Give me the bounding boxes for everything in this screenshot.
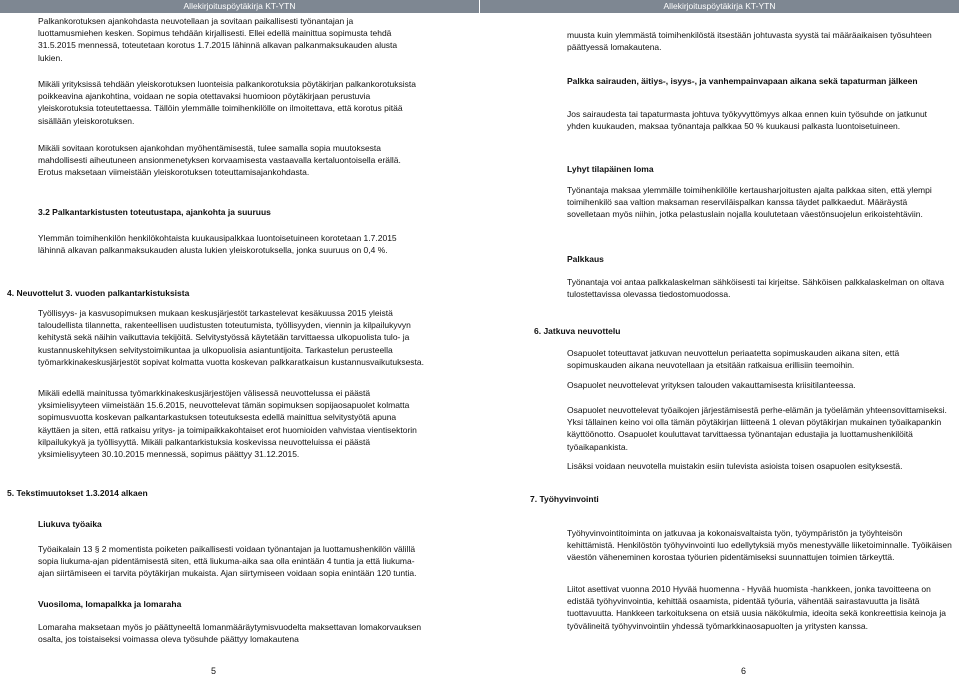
- paragraph: Palkankorotuksen ajankohdasta neuvotellaan ja sovitaan paikallisesti työnantajan ja luottamusmiehen kesken. Sopimus tehdään kirjallisesti. Ellei edellä mainittua sopimusta tehdä 31.5.2015 mennessä, toteutetaan korotus 1.7.2015 lähinnä alkavan palkanmaksukauden alusta lukien.: [38, 16, 398, 63]
- paragraph: Liitot asettivat vuonna 2010 Hyvää huomenna - Hyvää huomista -hankkeen, jonka tavoitteena on edistää työhyvinvointia, kehittää osaamista, pidentää työuria, vähentää sairastavuutta ja lisätä tuottavuutta. Hankkeen tarkoituksena on etsiä uusia näkökulmia, ideoita sekä konkreettisia keinoja ja työvälineitä työhyvinvointiin yhdessä työmarkkinaosapuolten ja yritysten kanssa.: [567, 584, 946, 631]
- subheading: Palkka sairauden, äitiys-, isyys-, ja vanhempainvapaan aikana sekä tapaturman jälkeen: [567, 76, 918, 86]
- paragraph: Mikäli sovitaan korotuksen ajankohdan myöhentämisestä, tulee samalla sopia muutoksesta mahdollisesti aiheutuneen ansionmenetyksen korvaamisesta vastaavalla kertaluontoisella erällä. Erotus maksetaan viimeistään yleiskorotuksen toteuttamisajankohdasta.: [38, 143, 401, 178]
- section-heading: 4. Neuvottelut 3. vuoden palkantarkistuksista: [7, 288, 190, 298]
- paragraph: muusta kuin ylemmästä toimihenkilöstä itsestään johtuvasta syystä tai määräaikaisen työsuhteen päättyessä lomakautena.: [567, 30, 932, 53]
- section-heading: 3.2 Palkantarkistusten toteutustapa, ajankohta ja suuruus: [38, 207, 271, 217]
- paragraph: Jos sairaudesta tai tapaturmasta johtuva työkyvyttömyys alkaa ennen kuin työsuhde on jatkunut yhden kuukauden, maksaa työnantaja palkkaa 50 % kuukausi palkasta luontoisetuineen.: [567, 109, 928, 132]
- paragraph: Mikäli edellä mainitussa työmarkkinakeskusjärjestöjen välisessä neuvottelussa ei päästä yksimielisyyteen viimeistään 15.6.2015, neuvottelevat tämän sopimuksen sopijaosapuolet kolmatta sopimusvuotta koskevan palkantarkastuksen toteutuksesta edellä mainittua selvitystyötä apuna käyttäen ja siten, että ratkaisu yritys- ja toimipaikkakohtaiset erot huomioiden vahvistaa vientisektorin kilpailukykyä ja työllisyyttä. Mikäli palkantarkistuksia koskevissa neuvotteluissa ei päästä yksimielisyyteen 30.10.2015 mennessä, sopimus päättyy 31.12.2015.: [38, 388, 417, 460]
- paragraph: Lisäksi voidaan neuvotella muistakin esiin tulevista asioista toisen osapuolen esityksestä.: [567, 461, 903, 471]
- paragraph: Osapuolet neuvottelevat työaikojen järjestämisestä perhe-elämän ja työelämän yhteensovittamiseksi. Yksi tällainen keino voi olla tämän pöytäkirjan liitteenä 1 olevan pöytäkirjan mukainen työaikapankin käyttöönotto. Osapuolet kouluttavat tarvittaessa työnantajan edustajia ja luottamushenkilöitä työaikapankista.: [567, 405, 947, 452]
- subheading: Vuosiloma, lomapalkka ja lomaraha: [38, 599, 182, 609]
- subheading: Liukuva työaika: [38, 519, 102, 529]
- paragraph: Työllisyys- ja kasvusopimuksen mukaan keskusjärjestöt tarkastelevat kesäkuussa 2015 yleistä taloudellista tilannetta, rakenteellisen uudistusten toteutumista, työllisyyden, viennin ja kilpailukyvyn kehitystä sekä näihin vaikuttavia tekijöitä. Selvitystyössä käytetään tarvittaessa ulkopuolista tulo- ja kustannuskehityksen selvitystoimikuntaa ja ulkopuolisia asiantuntijoita. Tarkastelun perusteella työmarkkinakeskusjärjestöt sopivat kolmatta vuotta koskevan palkkaratkaisun kustannusvaikutuksesta.: [38, 308, 424, 367]
- paragraph: Työnantaja voi antaa palkkalaskelman sähköisesti tai kirjeitse. Sähköisen palkkalaskelman on oltava tulostettavissa olevassa tiedostomuodossa.: [567, 277, 945, 300]
- paragraph: Ylemmän toimihenkilön henkilökohtaista kuukausipalkkaa luontoisetuineen korotetaan 1.7.2015 lähinnä alkavan palkanmaksukauden alusta lukien yleiskorotuksella, jonka suuruus on 0,4 %.: [38, 233, 397, 256]
- section-heading: 6. Jatkuva neuvottelu: [534, 326, 621, 336]
- paragraph: Lomaraha maksetaan myös jo päättyneeltä lomanmääräytymisvuodelta maksettavan lomakorvauksen osalta, jos toistaiseksi voimassa oleva työsuhde päättyy lomakautena: [38, 622, 422, 645]
- page-header-left: Allekirjoituspöytäkirja KT-YTN: [0, 0, 479, 13]
- paragraph: Työhyvinvointitoiminta on jatkuvaa ja kokonaisvaltaista työn, työympäristön ja työyhteisön kehittämistä. Henkilöstön työhyvinvointi luo edellytyksiä myös menestyvälle liiketoiminnalle. Työikäisen väestön väheneminen korostaa työurien pidentämiseksi suunnattujen toimien tärkeyttä.: [567, 528, 952, 563]
- subheading: Palkkaus: [567, 254, 604, 264]
- paragraph: Osapuolet toteuttavat jatkuvan neuvottelun periaatetta sopimuskauden aikana siten, että sopimuskauden aikana neuvotellaan ja etsitään ratkaisua erillisiin teemoihin.: [567, 348, 900, 371]
- paragraph: Työaikalain 13 § 2 momentista poiketen paikallisesti voidaan työnantajan ja luottamushenkilön välillä sopia liukuma-ajan pidentämisestä siten, että liukuma-aika saa olla enintään 4 tuntia ja että liukuma-ajan siirtämiseen ei tarvita pöytäkirjan mukaista. Ajan siirtymiseen voidaan sopia enintään 120 tuntia.: [38, 544, 417, 579]
- paragraph: Työnantaja maksaa ylemmälle toimihenkilölle kertausharjoitusten ajalta palkkaa siten, että ylempi toimihenkilö saa valtion maksaman reserviläispalkan kanssa täydet palkkaedut. Määräystä sovelletaan myös niihin, jotka pelastuslain nojalla koulutetaan väestönsuojelun erikoistehtäviin.: [567, 185, 932, 220]
- subheading: Lyhyt tilapäinen loma: [567, 164, 654, 174]
- page-number: 6: [741, 666, 747, 676]
- section-heading: 5. Tekstimuutokset 1.3.2014 alkaen: [7, 488, 148, 498]
- section-heading: 7. Työhyvinvointi: [530, 494, 599, 504]
- paragraph: Osapuolet neuvottelevat yrityksen talouden vakauttamisesta kriisitilanteessa.: [567, 380, 856, 390]
- page-number: 5: [211, 666, 217, 676]
- paragraph: Mikäli yrityksissä tehdään yleiskorotuksen luonteisia palkankorotuksia pöytäkirjan palkankorotuksista poikkeavina ajankohtina, voidaan ne sopia otettavaksi huomioon pöytäkirjaan perustuvia yleiskorotuksia toteutettaessa. Tällöin ylemmälle toimihenkilölle on ilmoitettava, että korotus pitää sisällään yleiskorotuksen.: [38, 79, 416, 126]
- page-header-right: Allekirjoituspöytäkirja KT-YTN: [480, 0, 959, 13]
